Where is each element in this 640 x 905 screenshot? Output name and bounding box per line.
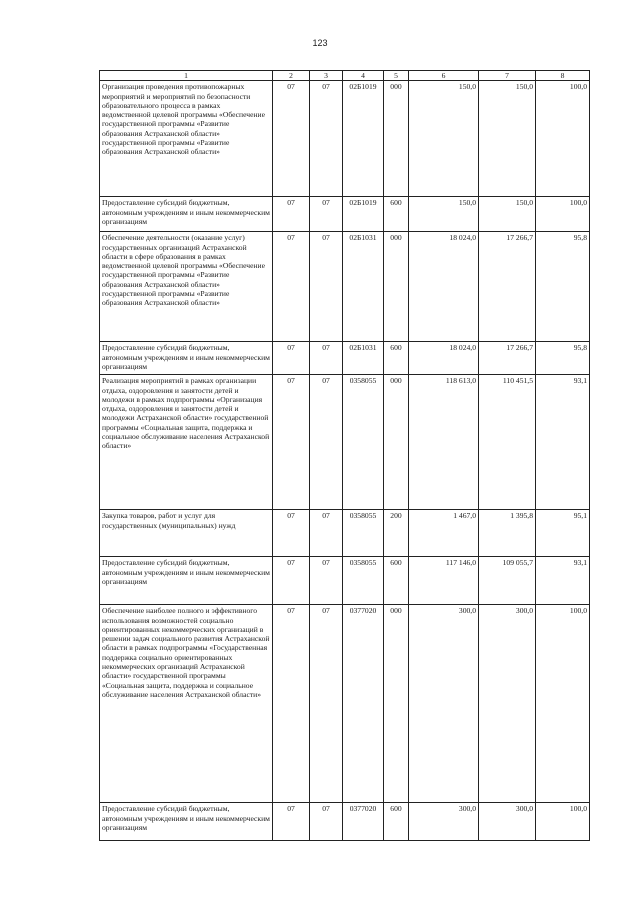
planned-amount: 150,0 — [409, 197, 479, 232]
subsection-code: 07 — [310, 605, 343, 803]
expense-type-code: 600 — [384, 803, 409, 841]
target-item-code: 0358055 — [343, 557, 384, 605]
subsection-code: 07 — [310, 232, 343, 342]
column-header: 3 — [310, 71, 343, 81]
target-item-code: 0358055 — [343, 510, 384, 557]
executed-amount: 17 266,7 — [479, 342, 536, 375]
row-name: Организация проведения противопожарных мероприятий и мероприятий по безопасности образовательного процесса в рамках ведомственной целевой программы «Обеспечение государственной программы «Развитие образования Астраханской области» государственной программы «Развитие образования Астраханской области» — [100, 81, 273, 197]
row-name: Закупка товаров, работ и услуг для государственных (муниципальных) нужд — [100, 510, 273, 557]
expense-type-code: 000 — [384, 605, 409, 803]
row-name: Обеспечение наиболее полного и эффективного использования возможностей социально ориентированных некоммерческих организаций в решении задач социального развития Астраханской области в рамках подпрограммы «Государственная поддержка социально ориентированных некоммерческих организаций Астраханской области» государственной программы «Социальная защита, поддержка и социальное обслуживание населения Астраханской области» — [100, 605, 273, 803]
executed-amount: 1 395,8 — [479, 510, 536, 557]
execution-percent: 95,1 — [536, 510, 590, 557]
page-number: 123 — [312, 38, 328, 48]
column-header: 4 — [343, 71, 384, 81]
executed-amount: 150,0 — [479, 81, 536, 197]
target-item-code: 0377020 — [343, 803, 384, 841]
planned-amount: 18 024,0 — [409, 342, 479, 375]
row-name: Обеспечение деятельности (оказание услуг) государственных организаций Астраханской области в сфере образования в рамках ведомственной целевой программы «Обеспечение государственной программы «Развитие образования Астраханской области» государственной программы «Развитие образования Астраханской области» — [100, 232, 273, 342]
row-name: Предоставление субсидий бюджетным, автономным учреждениям и иным некоммерческим организациям — [100, 803, 273, 841]
budget-table — [99, 70, 590, 841]
expense-type-code: 200 — [384, 510, 409, 557]
row-name: Предоставление субсидий бюджетным, автономным учреждениям и иным некоммерческим организациям — [100, 342, 273, 375]
column-header: 1 — [100, 71, 273, 81]
table-row — [100, 557, 590, 605]
target-item-code: 02Б1019 — [343, 81, 384, 197]
executed-amount: 150,0 — [479, 197, 536, 232]
executed-amount: 109 055,7 — [479, 557, 536, 605]
section-code: 07 — [273, 510, 310, 557]
target-item-code: 02Б1031 — [343, 342, 384, 375]
planned-amount: 117 146,0 — [409, 557, 479, 605]
table-row — [100, 197, 590, 232]
column-header: 5 — [384, 71, 409, 81]
section-code: 07 — [273, 81, 310, 197]
table-row — [100, 375, 590, 510]
section-code: 07 — [273, 605, 310, 803]
planned-amount: 300,0 — [409, 605, 479, 803]
execution-percent: 100,0 — [536, 803, 590, 841]
section-code: 07 — [273, 375, 310, 510]
table-row — [100, 81, 590, 197]
execution-percent: 95,8 — [536, 342, 590, 375]
row-name: Реализация мероприятий в рамках организации отдыха, оздоровления и занятости детей и молодежи в рамках подпрограммы «Организация отдыха, оздоровления и занятости детей и молодежи Астраханской области» государственной программы «Социальная защита, поддержка и социальное обслуживание населения Астраханской области» — [100, 375, 273, 510]
row-name: Предоставление субсидий бюджетным, автономным учреждениям и иным некоммерческим организациям — [100, 197, 273, 232]
execution-percent: 95,8 — [536, 232, 590, 342]
table-row — [100, 510, 590, 557]
subsection-code: 07 — [310, 81, 343, 197]
planned-amount: 118 613,0 — [409, 375, 479, 510]
table-row — [100, 232, 590, 342]
table-row — [100, 803, 590, 841]
expense-type-code: 000 — [384, 81, 409, 197]
table-row — [100, 342, 590, 375]
section-code: 07 — [273, 557, 310, 605]
target-item-code: 02Б1031 — [343, 232, 384, 342]
subsection-code: 07 — [310, 197, 343, 232]
subsection-code: 07 — [310, 510, 343, 557]
executed-amount: 110 451,5 — [479, 375, 536, 510]
planned-amount: 1 467,0 — [409, 510, 479, 557]
execution-percent: 93,1 — [536, 375, 590, 510]
column-header: 2 — [273, 71, 310, 81]
target-item-code: 0358055 — [343, 375, 384, 510]
section-code: 07 — [273, 232, 310, 342]
execution-percent: 100,0 — [536, 197, 590, 232]
subsection-code: 07 — [310, 557, 343, 605]
planned-amount: 150,0 — [409, 81, 479, 197]
table-header-row — [100, 71, 590, 81]
execution-percent: 93,1 — [536, 557, 590, 605]
column-header: 6 — [409, 71, 479, 81]
planned-amount: 300,0 — [409, 803, 479, 841]
subsection-code: 07 — [310, 342, 343, 375]
column-header: 8 — [536, 71, 590, 81]
target-item-code: 0377020 — [343, 605, 384, 803]
column-header: 7 — [479, 71, 536, 81]
execution-percent: 100,0 — [536, 605, 590, 803]
expense-type-code: 600 — [384, 342, 409, 375]
subsection-code: 07 — [310, 375, 343, 510]
subsection-code: 07 — [310, 803, 343, 841]
executed-amount: 300,0 — [479, 605, 536, 803]
target-item-code: 02Б1019 — [343, 197, 384, 232]
section-code: 07 — [273, 803, 310, 841]
expense-type-code: 600 — [384, 557, 409, 605]
executed-amount: 300,0 — [479, 803, 536, 841]
table-row — [100, 605, 590, 803]
section-code: 07 — [273, 342, 310, 375]
executed-amount: 17 266,7 — [479, 232, 536, 342]
expense-type-code: 600 — [384, 197, 409, 232]
row-name: Предоставление субсидий бюджетным, автономным учреждениям и иным некоммерческим организациям — [100, 557, 273, 605]
section-code: 07 — [273, 197, 310, 232]
execution-percent: 100,0 — [536, 81, 590, 197]
planned-amount: 18 024,0 — [409, 232, 479, 342]
expense-type-code: 000 — [384, 232, 409, 342]
expense-type-code: 000 — [384, 375, 409, 510]
